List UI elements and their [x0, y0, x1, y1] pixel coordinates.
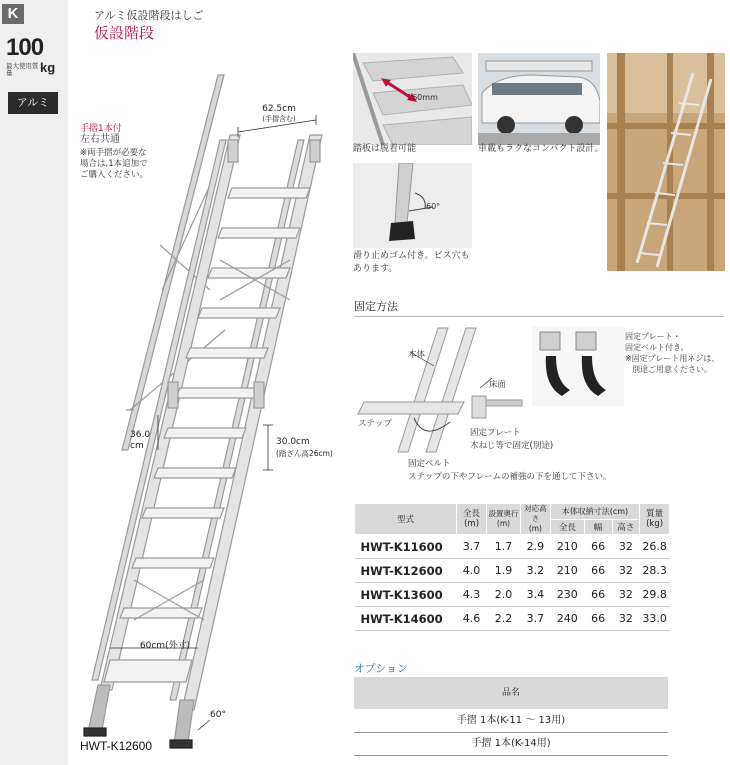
handrail-note-title: 手摺1本付	[80, 124, 122, 134]
th-mass: 質量 (kg)	[640, 504, 670, 535]
parts-note-1: 固定プレート・	[625, 332, 681, 341]
cell-storage-length: 210	[550, 559, 584, 583]
th-storage-length: 全長	[550, 519, 584, 535]
cell-depth: 2.0	[486, 583, 520, 607]
fixing-parts-photo	[532, 326, 624, 406]
label-floor: 床面	[489, 380, 507, 390]
category-badge: K	[2, 4, 24, 24]
parts-note-4: 別途ご用意ください。	[632, 365, 712, 374]
th-length: 全長 (m)	[457, 504, 487, 535]
options-header: 品名	[354, 677, 668, 709]
cell-storage-height: 32	[612, 607, 640, 631]
product-title: 仮設階段	[94, 24, 155, 42]
label-belt-note: ステップの下やフレームの補強の下を通して下さい。	[408, 472, 612, 482]
cell-model: HWT-K14600	[355, 607, 457, 631]
cell-height: 2.9	[521, 535, 551, 559]
cell-model: HWT-K12600	[355, 559, 457, 583]
spec-table	[354, 503, 670, 631]
cell-mass: 26.8	[640, 535, 670, 559]
cell-height: 3.2	[521, 559, 551, 583]
fixing-section-title: 固定方法	[354, 300, 398, 313]
cell-height: 3.4	[521, 583, 551, 607]
left-stringer	[100, 135, 240, 690]
car-photo	[478, 53, 600, 145]
label-belt: 固定ベルト	[408, 459, 451, 469]
construction-photo	[607, 53, 725, 271]
th-storage: 本体収納寸法(cm)	[550, 504, 639, 520]
th-storage-width: 幅	[584, 519, 612, 535]
product-subtitle: アルミ仮設階段はしご	[94, 9, 204, 22]
table-row	[355, 535, 670, 559]
cell-length: 4.6	[457, 607, 487, 631]
cell-storage-length: 210	[550, 535, 584, 559]
handrail-note-line-3: 場合は,1本追加で	[80, 159, 148, 169]
cell-depth: 1.9	[486, 559, 520, 583]
foot-caption-1: 滑り止めゴム付き。ビス穴も	[353, 251, 470, 261]
material-badge: アルミ	[8, 92, 58, 114]
label-plate: 固定プレート	[470, 428, 521, 438]
cell-model: HWT-K13600	[355, 583, 457, 607]
cell-length: 4.3	[457, 583, 487, 607]
cell-length: 4.0	[457, 559, 487, 583]
cell-mass: 29.8	[640, 583, 670, 607]
car-caption: 車載もラクなコンパクト設計。	[478, 144, 604, 154]
th-depth: 設置奥行 (m)	[486, 504, 520, 535]
capacity-label: 最大使用質量	[6, 62, 39, 77]
cell-height: 3.7	[521, 607, 551, 631]
cell-storage-length: 240	[550, 607, 584, 631]
height-dimension: 36.0 cm	[130, 430, 151, 451]
cell-storage-width: 66	[584, 583, 612, 607]
handrail-note-line-1: 左右共通	[80, 134, 120, 145]
options-title: オプション	[354, 662, 409, 675]
table-row	[355, 559, 670, 583]
cell-depth: 1.7	[486, 535, 520, 559]
cell-storage-height: 32	[612, 559, 640, 583]
step-pitch-dimension: 30.0cm (踏ざん高26cm)	[276, 437, 333, 458]
option-item: 手摺 1本(K-14用)	[354, 733, 668, 756]
cell-storage-width: 66	[584, 559, 612, 583]
parts-note-3: ※固定プレート用ネジは、	[625, 354, 720, 363]
handrail-note-line-2: ※両手摺が必要な	[80, 148, 147, 158]
sidebar	[0, 0, 68, 765]
table-row	[355, 583, 670, 607]
cell-storage-width: 66	[584, 535, 612, 559]
cell-storage-length: 230	[550, 583, 584, 607]
option-item: 手摺 1本(K-11 ～ 13用)	[354, 710, 668, 733]
cell-model: HWT-K11600	[355, 535, 457, 559]
cell-storage-height: 32	[612, 583, 640, 607]
left-foot	[88, 685, 110, 732]
width-dimension: 62.5cm (手摺含む)	[262, 104, 296, 123]
cell-storage-width: 66	[584, 607, 612, 631]
cell-mass: 28.3	[640, 559, 670, 583]
right-foot	[174, 700, 194, 744]
parts-note-2: 固定ベルト付き。	[625, 343, 689, 352]
figure-model-label: HWT-K12600	[80, 739, 153, 753]
capacity-unit: kg	[40, 60, 56, 75]
cell-mass: 33.0	[640, 607, 670, 631]
fixing-divider	[354, 316, 724, 317]
label-body: 本体	[408, 350, 426, 360]
foot-angle-label: 60°	[210, 710, 226, 720]
table-row	[355, 607, 670, 631]
label-plate-note: 木ねじ等で固定(別途)	[470, 441, 554, 451]
tread-caption: 踏板は脱着可能	[353, 144, 417, 154]
cell-depth: 2.2	[486, 607, 520, 631]
cell-length: 3.7	[457, 535, 487, 559]
th-model: 型式	[355, 504, 457, 535]
foot-caption-2: あります。	[353, 264, 398, 274]
handrail-note-line-4: ご購入ください。	[80, 170, 149, 180]
label-step: ステップ	[358, 419, 392, 429]
capacity-value: 100	[6, 34, 44, 61]
foot-angle: 60°	[426, 202, 441, 211]
outer-width-dimension: 60cm(外寸)	[139, 641, 191, 651]
th-storage-height: 高さ	[612, 519, 640, 535]
foot-photo	[353, 163, 472, 248]
tread-dimension: 160mm	[407, 93, 438, 102]
cell-storage-height: 32	[612, 535, 640, 559]
th-height: 対応高さ (m)	[521, 504, 551, 535]
